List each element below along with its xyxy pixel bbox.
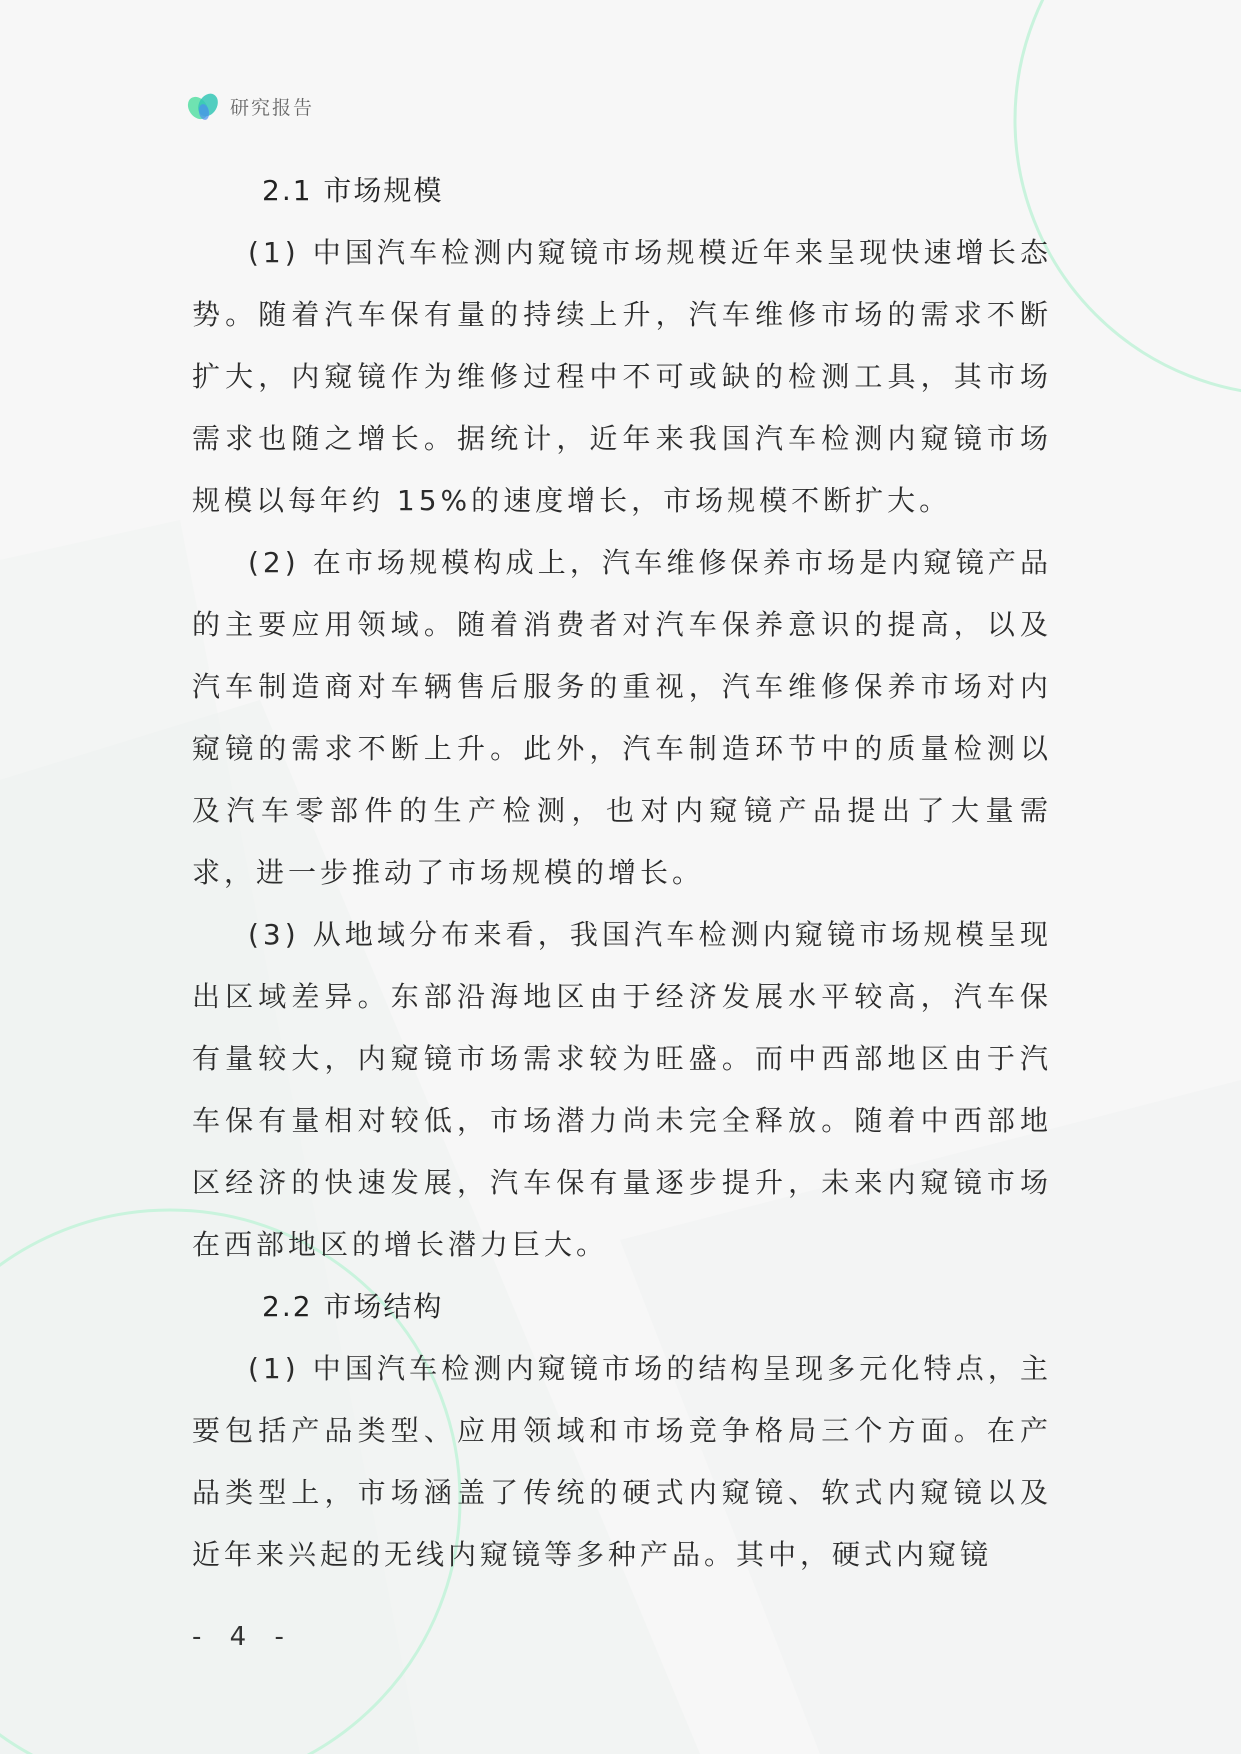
paragraph: (3) 从地域分布来看，我国汽车检测内窥镜市场规模呈现出区域差异。东部沿海地区由于经济发展水平较高，汽车保有量较大，内窥镜市场需求较为旺盛。而中西部地区由于汽车保有量相对较低，市场潜力尚未完全释放。随着中西部地区经济的快速发展，汽车保有量逐步提升，未来内窥镜市场在西部地区的增长潜力巨大。 <box>192 918 1052 1261</box>
section-heading-market-size: 2.1 市场规模 <box>262 174 444 207</box>
report-header <box>186 88 314 124</box>
document-body <box>192 160 1052 1586</box>
paragraph: (1) 中国汽车检测内窥镜市场规模近年来呈现快速增长态势。随着汽车保有量的持续上升，汽车维修市场的需求不断扩大，内窥镜作为维修过程中不可或缺的检测工具，其市场需求也随之增长。据统计，近年来我国汽车检测内窥镜市场规模以每年约 15%的速度增长，市场规模不断扩大。 <box>192 236 1052 517</box>
paragraph: (2) 在市场规模构成上，汽车维修保养市场是内窥镜产品的主要应用领域。随着消费者对汽车保养意识的提高，以及汽车制造商对车辆售后服务的重视，汽车维修保养市场对内窥镜的需求不断上升。此外，汽车制造环节中的质量检测以及汽车零部件的生产检测，也对内窥镜产品提出了大量需求，进一步推动了市场规模的增长。 <box>192 546 1052 889</box>
page-number: - 4 - <box>192 1622 294 1652</box>
header-title: 研究报告 <box>230 96 315 119</box>
paragraph: (1) 中国汽车检测内窥镜市场的结构呈现多元化特点，主要包括产品类型、应用领域和市场竞争格局三个方面。在产品类型上，市场涵盖了传统的硬式内窥镜、软式内窥镜以及近年来兴起的无线内窥镜等多种产品。其中，硬式内窥镜 <box>192 1352 1052 1571</box>
section-heading-market-structure: 2.2 市场结构 <box>262 1290 444 1323</box>
leaf-logo-icon <box>186 88 222 124</box>
